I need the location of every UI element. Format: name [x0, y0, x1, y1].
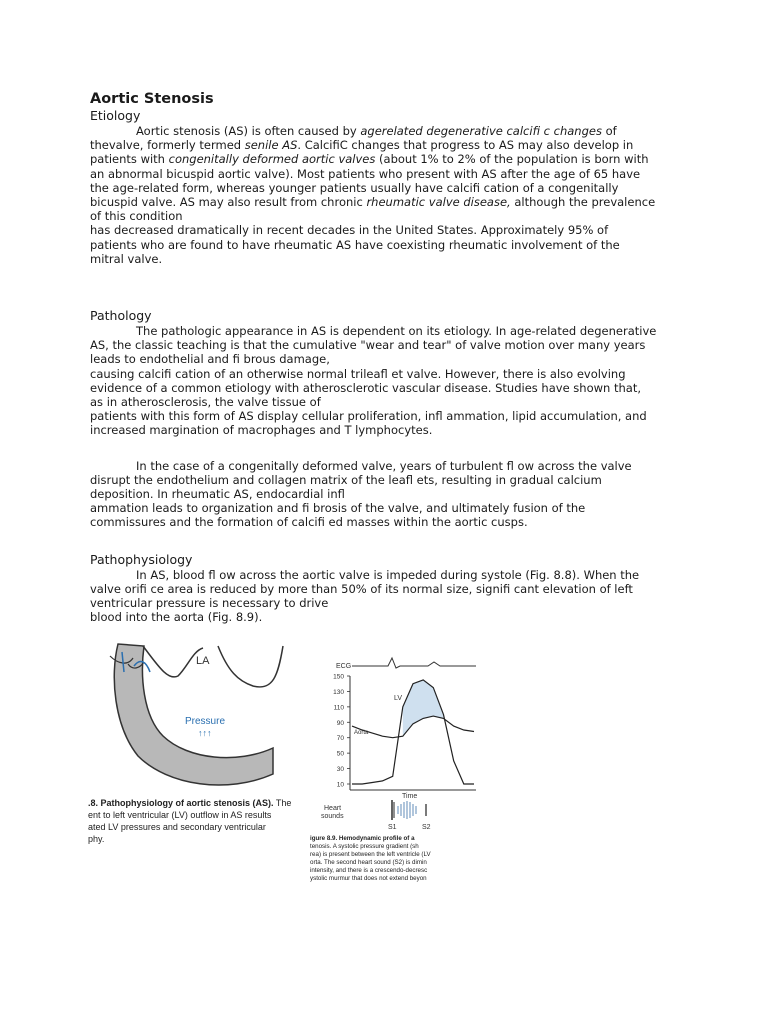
atrium-outline: [143, 646, 283, 687]
etiology-paragraph-1: Aortic stenosis (AS) is often caused by agerelated degenerative calcifi c changes of thevalve, formerly termed senile AS. CalcifiC changes that progress to AS may also develop in patients with congenitally deformed aortic valves (about 1% to 2% of the population is born with an abnormal bicuspid aortic valve). Most patients who present with AS after the age of 65 have the age-related form, whereas younger patients usually have calcifi cation of a congenitally bicuspid valve. AS may also result from chronic rheumatic valve disease, although the prevalence of this condition: [90, 124, 656, 224]
aorta-label: Aorta: [354, 730, 369, 736]
page-title: Aortic Stenosis: [90, 91, 214, 107]
la-label: LA: [196, 655, 210, 667]
fig-8-8-caption-line-2: ent to left ventricular (LV) outflow in AS results: [88, 810, 272, 820]
heart-sounds-label-2: sounds: [321, 813, 344, 820]
pathology-paragraph-3: patients with this form of AS display cellular proliferation, infl ammation, lipid accumulation, and increased margination of macrophages and T lymphocytes.: [90, 409, 647, 438]
fig-8-9-caption-line-5: intensity, and there is a crescendo-decresc: [310, 867, 428, 874]
y-tick-label: 90: [336, 719, 344, 727]
etiology-paragraph-2: has decreased dramatically in recent decades in the United States. Approximately 95% of patients who are found to have rheumatic AS have coexisting rheumatic involvement of the mitral valve.: [90, 223, 620, 266]
lv-label: LV: [394, 695, 403, 702]
fig-8-9-caption-line-6: ystolic murmur that does not extend beyon: [310, 875, 427, 882]
document-body: [90, 90, 680, 624]
y-tick-label: 130: [333, 688, 344, 696]
y-tick-label: 50: [336, 750, 344, 758]
fig-8-8-caption-line-1: .8. Pathophysiology of aortic stenosis (AS). The: [88, 798, 292, 808]
ventricle-wall: [114, 644, 273, 785]
y-tick-label: 30: [336, 766, 344, 774]
pathology-paragraph-4: In the case of a congenitally deformed valve, years of turbulent fl ow across the valve disrupt the endothelium and collagen matrix of the leafl ets, resulting in gradual calcium deposition. In rheumatic AS, endocardial infl: [90, 458, 632, 502]
y-tick-label: 150: [333, 673, 344, 681]
ecg-label: ECG: [336, 663, 352, 670]
y-tick-label: 10: [336, 781, 344, 789]
s1-label: S1: [388, 824, 397, 831]
fig-8-8-caption-line-4: phy.: [88, 834, 105, 844]
hemodynamic-chart: [310, 654, 478, 886]
fig-8-9-caption-line-2: tenosis. A systolic pressure gradient (sh: [310, 843, 419, 850]
heart-diagram-figure: [88, 636, 323, 856]
pathology-paragraph-1: The pathologic appearance in AS is dependent on its etiology. In age-related degenerative AS, the classic teaching is that the cumulative "wear and tear" of valve motion over many years leads to endothelial and fi brous damage,: [90, 324, 657, 367]
fig-8-9-caption-line-3: rea) is present between the left ventricle (LV: [310, 851, 431, 858]
y-tick-label: 70: [336, 735, 344, 743]
heading-etiology: Etiology: [90, 108, 141, 123]
pathophysiology-paragraph-2: blood into the aorta (Fig. 8.9).: [90, 610, 263, 625]
systolic-murmur: [398, 801, 416, 819]
y-ticks: [333, 674, 350, 789]
pressure-label: Pressure: [185, 716, 226, 727]
fig-8-8-caption-line-3: ated LV pressures and secondary ventricular: [88, 822, 266, 832]
y-tick-label: 110: [333, 704, 344, 712]
pathology-paragraph-5: ammation leads to organization and fi brosis of the valve, and ultimately fusion of the commissures and the formation of calcifi ed masses within the aortic cusps.: [90, 501, 586, 530]
fig-8-9-caption-line-4: orta. The second heart sound (S2) is dimin: [310, 859, 427, 866]
heart-sound-s1: [392, 800, 394, 820]
pathophysiology-paragraph-1: In AS, blood fl ow across the aortic valve is impeded during systole (Fig. 8.8). When the valve orifi ce area is reduced by more than 50% of its normal size, signifi cant elevation of left ventricular pressure is necessary to drive: [90, 567, 640, 611]
heart-sounds-label-1: Heart: [324, 805, 342, 812]
figures-area: [88, 636, 488, 886]
pathology-paragraph-2: causing calcifi cation of an otherwise normal trileafl et valve. However, there is also evolving evidence of a common etiology with atherosclerotic vascular disease. Studies have shown that, as in atherosclerosis, the valve tissue of: [90, 366, 641, 410]
fig-8-9-caption-line-1: igure 8.9. Hemodynamic profile of a: [310, 835, 415, 842]
ecg-trace: [352, 658, 476, 668]
heading-pathophysiology: Pathophysiology: [90, 551, 193, 567]
heading-pathology: Pathology: [90, 308, 152, 324]
s2-label: S2: [422, 824, 431, 831]
pressure-gradient-area: [403, 680, 444, 736]
pressure-arrows: ↑↑↑: [198, 728, 212, 738]
x-axis-label: Time: [402, 793, 418, 800]
